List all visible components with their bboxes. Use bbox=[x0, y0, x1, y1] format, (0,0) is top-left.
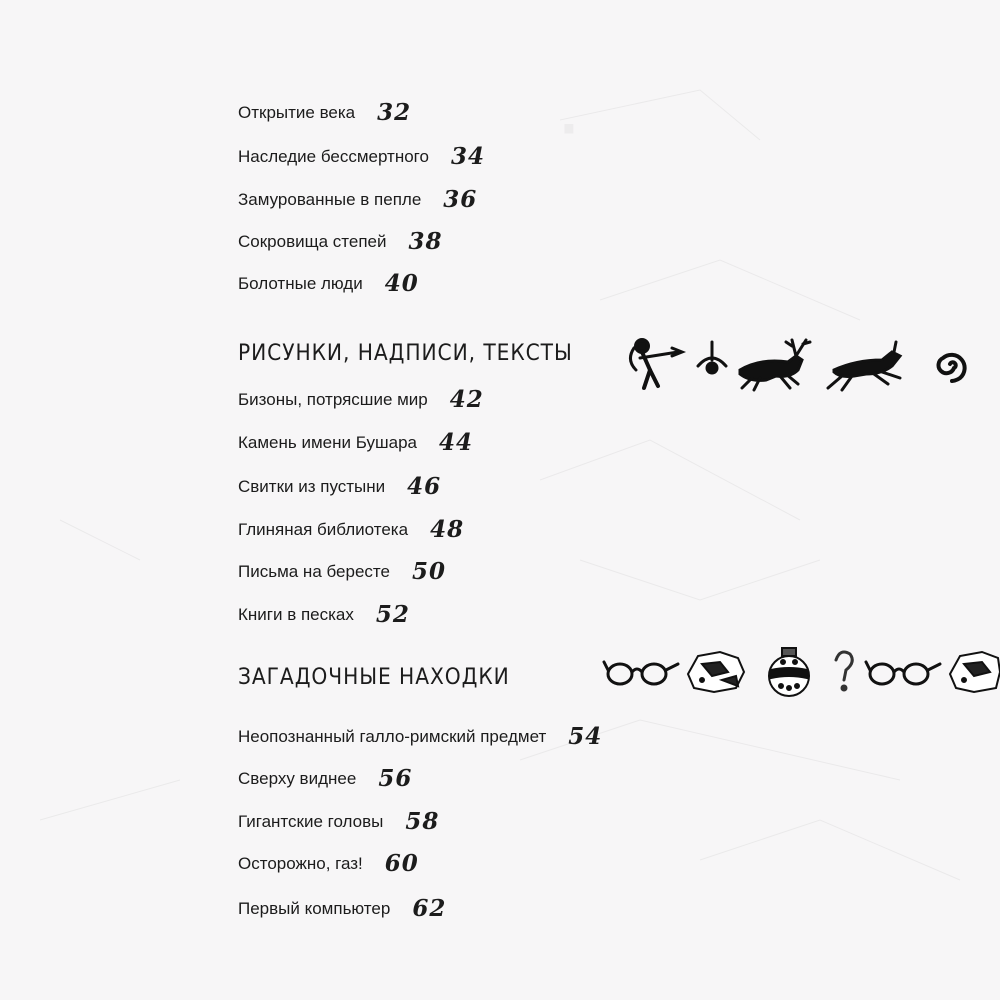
page-number: 40 bbox=[384, 270, 419, 297]
entry-title: Бизоны, потрясшие мир bbox=[238, 390, 428, 409]
toc-entry[interactable] bbox=[238, 185, 477, 215]
toc-entry[interactable] bbox=[238, 428, 473, 458]
finds-icon-row bbox=[602, 640, 1000, 700]
toc-entry[interactable] bbox=[238, 722, 602, 752]
page-number: 44 bbox=[439, 429, 474, 456]
petroglyph-icon-row bbox=[620, 330, 980, 400]
toc-entry[interactable] bbox=[238, 472, 441, 502]
toc-entry[interactable] bbox=[238, 98, 411, 128]
bleed-through-text: · bbox=[560, 92, 582, 164]
page-number: 60 bbox=[384, 850, 419, 877]
toc-entry[interactable] bbox=[238, 269, 419, 299]
page-number: 62 bbox=[412, 895, 447, 922]
toc-entry[interactable] bbox=[238, 557, 446, 587]
entry-title: Осторожно, газ! bbox=[238, 854, 363, 873]
page-number: 34 bbox=[450, 143, 485, 170]
entry-title: Письма на бересте bbox=[238, 562, 390, 581]
table-of-contents bbox=[238, 0, 738, 1000]
page-number: 48 bbox=[430, 516, 465, 543]
toc-entry[interactable] bbox=[238, 600, 410, 630]
page-number: 46 bbox=[407, 473, 442, 500]
entry-title: Болотные люди bbox=[238, 274, 363, 293]
page-number: 38 bbox=[408, 228, 443, 255]
toc-entry[interactable] bbox=[238, 764, 412, 794]
question-mark-icon bbox=[836, 652, 852, 690]
toc-entry[interactable] bbox=[238, 227, 443, 257]
reindeer-petroglyph-icon bbox=[740, 340, 810, 390]
spiral-icon bbox=[939, 355, 965, 381]
archer-petroglyph-icon bbox=[630, 340, 682, 388]
running-deer-petroglyph-icon bbox=[828, 342, 900, 390]
entry-title: Глиняная библиотека bbox=[238, 520, 409, 539]
section-heading: РИСУНКИ, НАДПИСИ, ТЕКСТЫ bbox=[238, 341, 573, 366]
page-number: 32 bbox=[377, 99, 412, 126]
toc-entry[interactable] bbox=[238, 142, 485, 172]
glasses-icon bbox=[866, 662, 940, 684]
rock-head-icon bbox=[950, 652, 1000, 692]
entry-title: Книги в песках bbox=[238, 605, 354, 624]
entry-title: Гигантские головы bbox=[238, 812, 384, 831]
page-number: 56 bbox=[378, 765, 413, 792]
entry-title: Камень имени Бушара bbox=[238, 433, 417, 452]
entry-title: Сокровища степей bbox=[238, 232, 387, 251]
toc-entry[interactable] bbox=[238, 894, 446, 924]
toc-entry[interactable] bbox=[238, 515, 464, 545]
page-number: 58 bbox=[405, 808, 440, 835]
entry-title: Неопознанный галло-римский предмет bbox=[238, 727, 547, 746]
toc-entry[interactable] bbox=[238, 385, 484, 415]
page-number: 36 bbox=[443, 186, 478, 213]
page-number: 50 bbox=[411, 558, 446, 585]
page-number: 52 bbox=[375, 601, 410, 628]
ornament-ball-icon bbox=[769, 648, 809, 696]
toc-entry[interactable] bbox=[238, 849, 419, 879]
section-heading: ЗАГАДОЧНЫЕ НАХОДКИ bbox=[238, 665, 510, 690]
rock-head-icon bbox=[688, 652, 744, 692]
entry-title: Первый компьютер bbox=[238, 899, 391, 918]
glasses-icon bbox=[604, 662, 678, 684]
entry-title: Замурованные в пепле bbox=[238, 190, 422, 209]
bird-petroglyph-icon bbox=[698, 342, 726, 373]
entry-title: Сверху виднее bbox=[238, 769, 357, 788]
entry-title: Наследие бессмертного bbox=[238, 147, 429, 166]
toc-entry[interactable] bbox=[238, 807, 439, 837]
entry-title: Свитки из пустыни bbox=[238, 477, 386, 496]
page-number: 54 bbox=[568, 723, 603, 750]
entry-title: Открытие века bbox=[238, 103, 356, 122]
page-number: 42 bbox=[449, 386, 484, 413]
